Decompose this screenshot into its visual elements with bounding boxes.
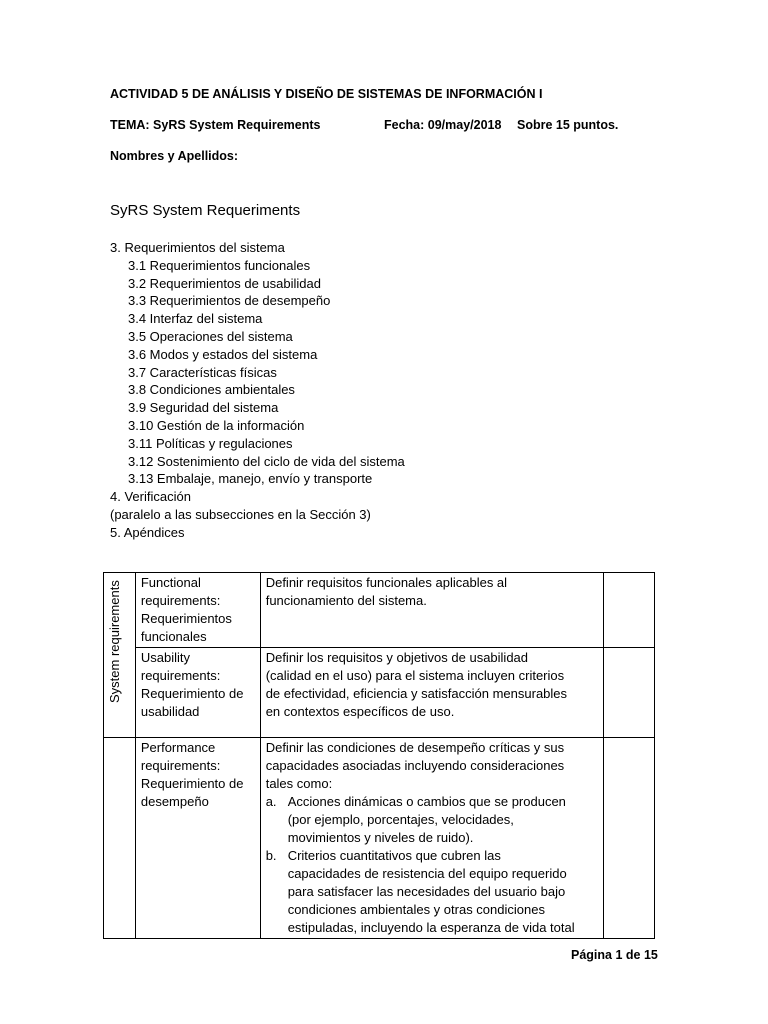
list-marker: a. <box>265 794 277 809</box>
requirement-desc-cell <box>260 573 604 648</box>
tema-label: TEMA: SyRS System Requirements <box>110 118 321 132</box>
outline-item: (paralelo a las subsecciones en la Sección 3) <box>110 506 371 522</box>
name-line: requirements: <box>140 593 221 608</box>
desc-line: (calidad en el uso) para el sistema incluyen criterios <box>265 668 565 683</box>
desc-line: Definir los requisitos y objetivos de usabilidad <box>265 650 529 665</box>
empty-cell <box>604 648 655 738</box>
section-subtitle: SyRS System Requeriments <box>110 202 301 219</box>
criteria-item <box>265 847 599 937</box>
side-label: System requirements <box>107 580 122 703</box>
name-line: Requerimiento de <box>140 686 244 701</box>
name-line: Requerimiento de <box>140 776 244 791</box>
list-marker: b. <box>265 848 277 863</box>
name-line: Functional <box>140 575 201 590</box>
item-line: para satisfacer las necesidades del usuario bajo <box>287 884 566 899</box>
item-line: capacidades de resistencia del equipo requerido <box>287 866 567 881</box>
desc-line: Definir requisitos funcionales aplicables al <box>265 575 508 590</box>
outline-item: 3.9 Seguridad del sistema <box>128 400 279 416</box>
item-line: movimientos y niveles de ruido). <box>287 830 474 845</box>
desc-line: de efectividad, eficiencia y satisfacción mensurables <box>265 686 568 701</box>
name-line: Usability <box>140 650 190 665</box>
outline-item: 3.10 Gestión de la información <box>128 417 305 433</box>
outline-item: 3.2 Requerimientos de usabilidad <box>128 275 321 291</box>
name-line: Requerimientos <box>140 611 232 626</box>
requirement-name-cell <box>135 648 260 738</box>
requirements-table <box>103 572 655 939</box>
activity-title: ACTIVIDAD 5 DE ANÁLISIS Y DISEÑO DE SISTEMAS DE INFORMACIÓN I <box>110 87 543 101</box>
outline-item: 3.11 Políticas y regulaciones <box>128 435 293 451</box>
requirement-desc-cell <box>260 648 604 738</box>
side-empty-cell <box>104 738 136 939</box>
page-number: Página 1 de 15 <box>571 948 658 962</box>
desc-line: Definir las condiciones de desempeño críticas y sus <box>265 740 565 755</box>
name-line: requirements: <box>140 668 221 683</box>
requirement-name-cell <box>135 573 260 648</box>
outline-item: 3.5 Operaciones del sistema <box>128 328 293 344</box>
outline-item: 3.1 Requerimientos funcionales <box>128 257 311 273</box>
outline-item: 3.12 Sostenimiento del ciclo de vida del sistema <box>128 453 405 469</box>
desc-line: funcionamiento del sistema. <box>265 593 427 608</box>
fecha-label: Fecha: 09/may/2018 <box>384 118 502 132</box>
names-label: Nombres y Apellidos: <box>110 149 239 163</box>
outline-item: 3.8 Condiciones ambientales <box>128 382 295 398</box>
outline-item: 3.3 Requerimientos de desempeño <box>128 293 331 309</box>
outline-item: 4. Verificación <box>110 489 191 505</box>
name-line: desempeño <box>140 794 209 809</box>
outline-item: 3.13 Embalaje, manejo, envío y transporte <box>128 471 373 487</box>
name-line: requirements: <box>140 758 221 773</box>
item-line: condiciones ambientales y otras condiciones <box>287 902 545 917</box>
requirements-outline <box>110 239 530 542</box>
item-line: (por ejemplo, porcentajes, velocidades, <box>287 812 514 827</box>
criteria-item <box>265 793 599 847</box>
item-line: Acciones dinámicas o cambios que se producen <box>287 794 566 809</box>
outline-item: 3. Requerimientos del sistema <box>110 240 285 255</box>
desc-line: capacidades asociadas incluyendo consideraciones <box>265 758 565 773</box>
table-row <box>104 648 655 738</box>
requirement-desc-cell <box>260 738 604 939</box>
empty-cell <box>604 573 655 648</box>
outline-item: 5. Apéndices <box>110 524 185 540</box>
table-row <box>104 573 655 648</box>
table-row <box>104 738 655 939</box>
outline-item: 3.4 Interfaz del sistema <box>128 311 263 327</box>
score-label: Sobre 15 puntos. <box>517 118 619 132</box>
item-line: estipuladas, incluyendo la esperanza de vida total <box>287 920 575 935</box>
desc-line: en contextos específicos de uso. <box>265 704 455 719</box>
requirement-name-cell <box>135 738 260 939</box>
outline-item: 3.7 Características físicas <box>128 364 277 380</box>
name-line: funcionales <box>140 629 207 644</box>
empty-cell <box>604 738 655 939</box>
criteria-list <box>266 793 599 937</box>
desc-line: tales como: <box>265 776 333 791</box>
item-line: Criterios cuantitativos que cubren las <box>287 848 501 863</box>
name-line: usabilidad <box>140 704 200 719</box>
outline-item: 3.6 Modos y estados del sistema <box>128 346 318 362</box>
name-line: Performance <box>140 740 216 755</box>
side-label-cell <box>104 573 136 738</box>
